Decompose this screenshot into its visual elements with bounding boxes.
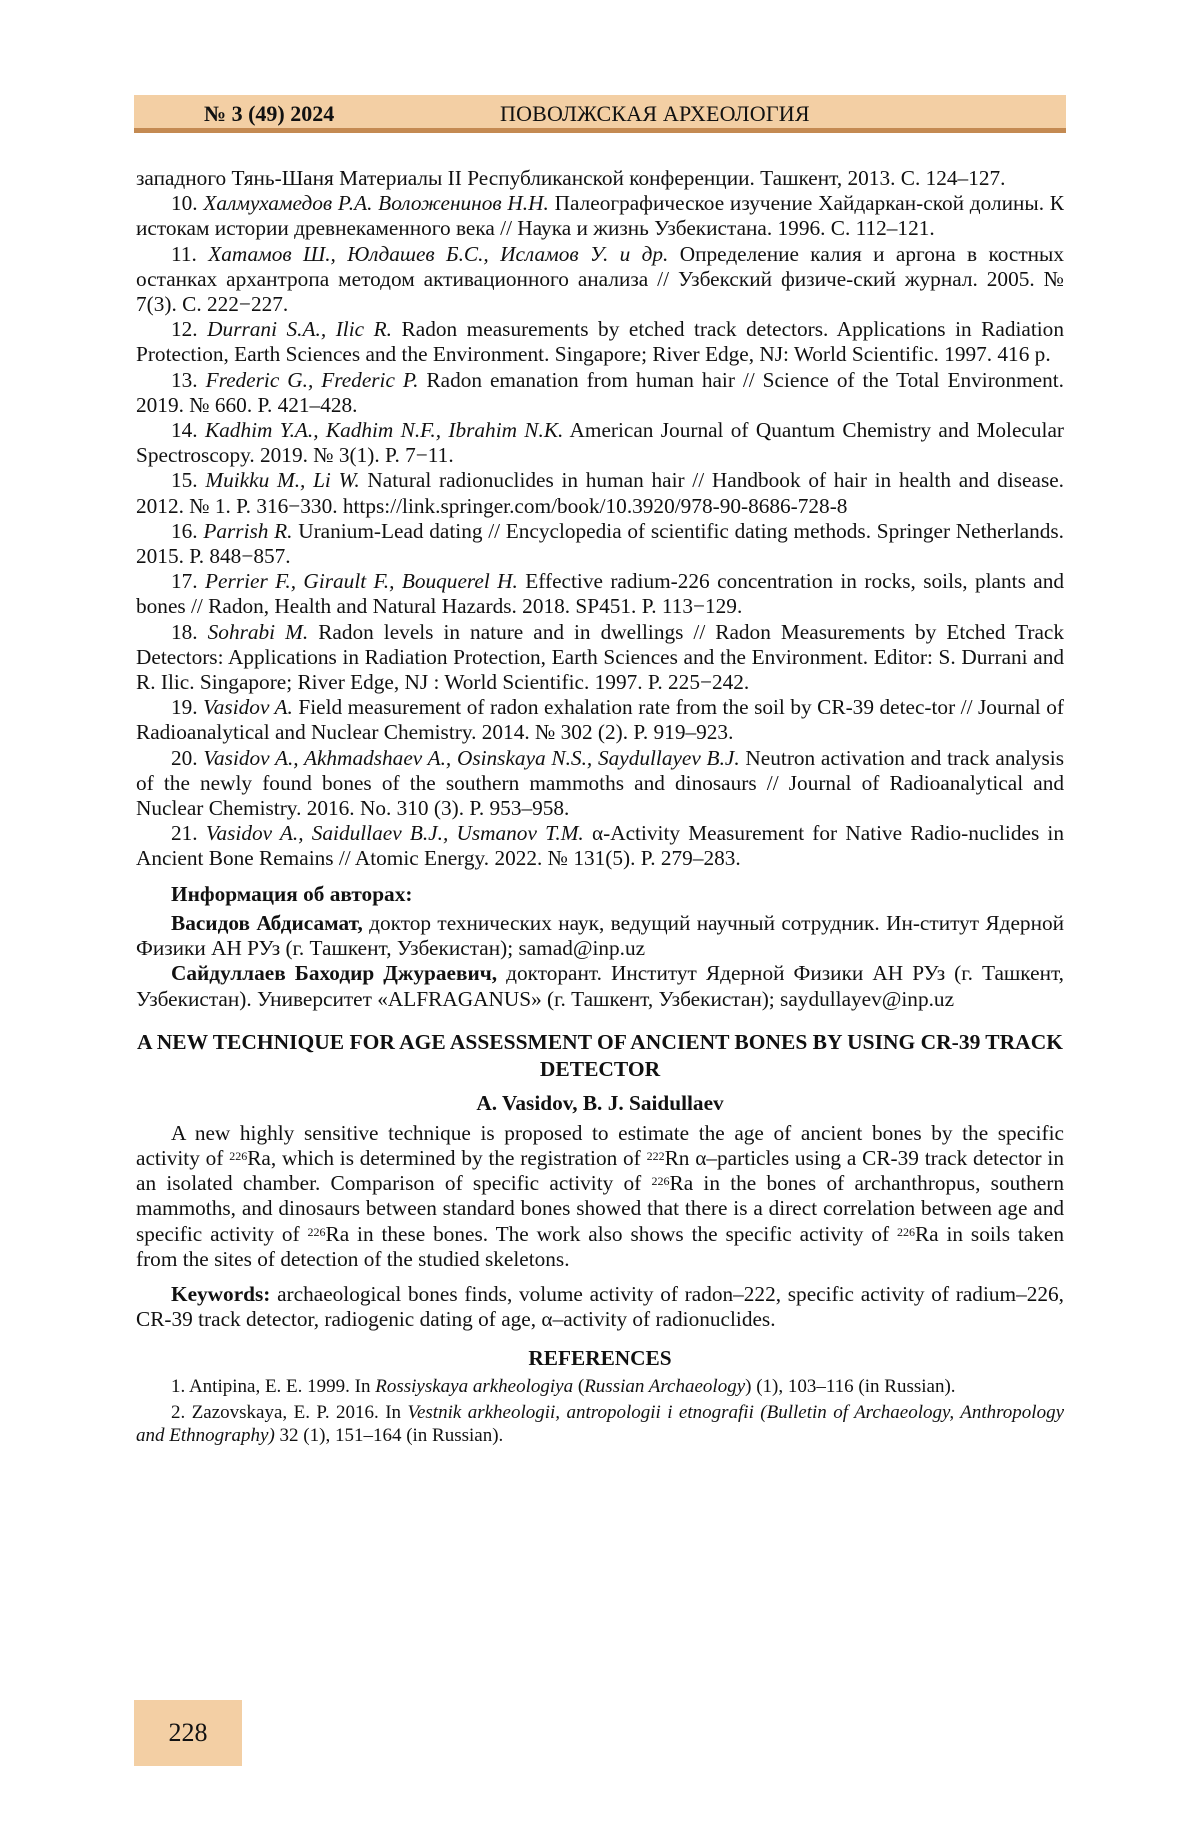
reference-item: 11. Хатамов Ш., Юлдашев Б.С., Исламов У. и др. Определение калия и аргона в костных останках архантропа методом активационного анализа // Узбекский физиче-ский журнал. 2005. № 7(3). С. 222−227.	[136, 242, 1064, 318]
reference-item: 19. Vasidov A. Field measurement of radon exhalation rate from the soil by CR-39 detec-tor // Journal of Radioanalytical and Nuclear Chemistry. 2014. № 302 (2). P. 919–923.	[136, 695, 1064, 745]
keywords: Keywords: archaeological bones finds, volume activity of radon–222, specific activity of radium–226, CR-39 track detector, radiogenic dating of age, α–activity of radionuclides.	[136, 1282, 1064, 1332]
reference-authors: Vasidov A., Akhmadshaev A., Osinskaya N.S., Saydullayev B.J.	[203, 746, 739, 770]
authors-info-heading: Информация об авторах:	[136, 882, 1064, 907]
reference-authors: Muikku M., Li W.	[205, 468, 359, 492]
reference-authors: Vasidov A.	[203, 695, 293, 719]
author-entry: Васидов Абдисамат, доктор технических наук, ведущий научный сотрудник. Ин-ститут Ядерной Физики АН РУз (г. Ташкент, Узбекистан); samad@inp.uz	[136, 911, 1064, 961]
page-content	[136, 166, 1064, 1447]
reference-item: 17. Perrier F., Girault F., Bouquerel H. Effective radium-226 concentration in rocks, soils, plants and bones // Radon, Health and Natural Hazards. 2018. SP451. P. 113−129.	[136, 569, 1064, 619]
reference-item: 20. Vasidov A., Akhmadshaev A., Osinskaya N.S., Saydullayev B.J. Neutron activation and track analysis of the newly found bones of the southern mammoths and dinosaurs // Journal of Radioanalytical and Nuclear Chemistry. 2016. No. 310 (3). P. 953–958.	[136, 746, 1064, 822]
references-heading: REFERENCES	[136, 1346, 1064, 1371]
reference-authors: Durrani S.A., Ilic R.	[207, 317, 392, 341]
reference-authors: Vasidov A., Saidullaev B.J., Usmanov T.M.	[206, 821, 584, 845]
journal-title: ПОВОЛЖСКАЯ АРХЕОЛОГИЯ	[500, 95, 810, 133]
reference-authors: Kadhim Y.A., Kadhim N.F., Ibrahim N.K.	[205, 418, 563, 442]
reference-authors: Sohrabi M.	[208, 620, 309, 644]
reference-item: 12. Durrani S.A., Ilic R. Radon measurements by etched track detectors. Applications in Radiation Protection, Earth Sciences and the Environment. Singapore; River Edge, NJ: World Scientific. 1997. 416 p.	[136, 317, 1064, 367]
reference-authors: Parrish R.	[203, 519, 292, 543]
reference-item: 13. Frederic G., Frederic P. Radon emanation from human hair // Science of the Total Environment. 2019. № 660. P. 421–428.	[136, 368, 1064, 418]
reference-authors: Perrier F., Girault F., Bouquerel H.	[205, 569, 518, 593]
english-reference-item: 1. Antipina, E. E. 1999. In Rossiyskaya arkheologiya (Russian Archaeology) (1), 103–116 (in Russian).	[136, 1376, 1064, 1399]
issue-number: № 3 (49) 2024	[204, 95, 334, 133]
reference-item: 14. Kadhim Y.A., Kadhim N.F., Ibrahim N.K. American Journal of Quantum Chemistry and Molecular Spectroscopy. 2019. № 3(1). P. 7−11.	[136, 418, 1064, 468]
reference-authors: Хатамов Ш., Юлдашев Б.С., Исламов У. и др.	[208, 242, 668, 266]
reference-continuation: западного Тянь-Шаня Материалы II Республиканской конференции. Ташкент, 2013. С. 124–127.	[136, 166, 1064, 191]
reference-item: 15. Muikku M., Li W. Natural radionuclides in human hair // Handbook of hair in health and disease. 2012. № 1. P. 316−330. https://link.springer.com/book/10.3920/978-90-8686-728-8	[136, 468, 1064, 518]
reference-item: 21. Vasidov A., Saidullaev B.J., Usmanov T.M. α-Activity Measurement for Native Radio-nuclides in Ancient Bone Remains // Atomic Energy. 2022. № 131(5). P. 279–283.	[136, 821, 1064, 871]
page-number: 228	[134, 1700, 242, 1766]
author-entry: Сайдуллаев Баходир Джураевич, докторант. Институт Ядерной Физики АН РУз (г. Ташкент, Узбекистан). Университет «ALFRAGANUS» (г. Ташкент, Узбекистан); saydullayev@inp.uz	[136, 961, 1064, 1011]
running-header	[134, 95, 1066, 133]
english-abstract: A new highly sensitive technique is proposed to estimate the age of ancient bones by the specific activity of 226Ra, which is determined by the registration of 222Rn α–particles using a CR-39 track detector in an isolated chamber. Comparison of specific activity of 226Ra in the bones of archanthropus, southern mammoths, and dinosaurs between standard bones showed that there is a direct correlation between age and specific activity of 226Ra in these bones. The work also shows the specific activity of 226Ra in soils taken from the sites of detection of the studied skeletons.	[136, 1121, 1064, 1272]
english-authors: A. Vasidov, B. J. Saidullaev	[136, 1089, 1064, 1117]
reference-authors: Халмухамедов Р.А. Воложенинов Н.Н.	[203, 191, 548, 215]
reference-authors: Frederic G., Frederic P.	[206, 368, 419, 392]
english-title: A NEW TECHNIQUE FOR AGE ASSESSMENT OF ANCIENT BONES BY USING CR-39 TRACK DETECTOR	[136, 1029, 1064, 1083]
reference-item: 16. Parrish R. Uranium-Lead dating // Encyclopedia of scientific dating methods. Springer Netherlands. 2015. P. 848−857.	[136, 519, 1064, 569]
reference-item: 18. Sohrabi M. Radon levels in nature and in dwellings // Radon Measurements by Etched Track Detectors: Applications in Radiation Protection, Earth Sciences and the Environment. Editor: S. Durrani and R. Ilic. Singapore; River Edge, NJ : World Scientific. 1997. P. 225−242.	[136, 620, 1064, 696]
reference-item: 10. Халмухамедов Р.А. Воложенинов Н.Н. Палеографическое изучение Хайдаркан-ской долины. К истокам истории древнекаменного века // Наука и жизнь Узбекистана. 1996. С. 112–121.	[136, 191, 1064, 241]
keywords-label: Keywords:	[171, 1282, 270, 1306]
english-reference-item: 2. Zazovskaya, E. P. 2016. In Vestnik arkheologii, antropologii i etnografii (Bulletin of Archaeology, Anthropology and Ethnography) 32 (1), 151–164 (in Russian).	[136, 1402, 1064, 1447]
